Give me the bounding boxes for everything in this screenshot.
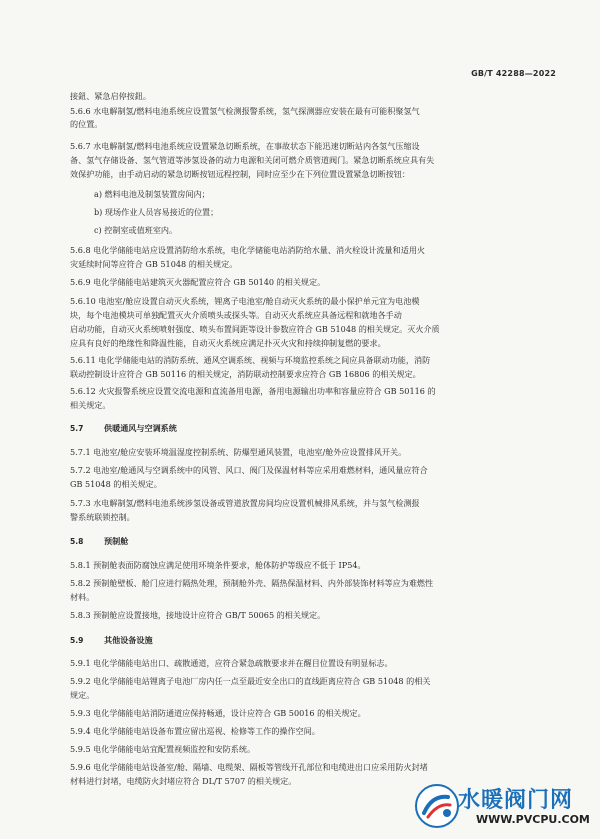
text-line: 材料。	[70, 592, 95, 602]
site-watermark	[414, 781, 594, 833]
clause-5-9-2: 5.9.2 电化学储能电站锂离子电池厂房内任一点至最近安全出口的直线距离应符合 GB 51048 的相关	[70, 676, 431, 686]
text-line: 效保护功能，由手动启动的紧急切断按钮远程控制，同时应至少在下列位置设置紧急切断按钮：	[70, 169, 410, 179]
clause-5-7-3: 5.7.3 水电解制氢/燃料电池系统涉氢设备或管道放置房间均应设置机械排风系统，并与氢气检测报	[70, 498, 420, 508]
text-line: 材料进行封堵，电缆防火封堵应符合 DL/T 5707 的相关规定。	[70, 776, 297, 786]
clause-5-9-5: 5.9.5 电化学储能电站宜配置视频监控和安防系统。	[70, 744, 256, 754]
text-line: 接鈕、紧急启停按鈕。	[70, 91, 151, 101]
list-item: b) 现场作业人员容易接近的位置；	[94, 207, 219, 217]
text-line: 灾延续时间等应符合 GB 51048 的相关规定。	[70, 259, 238, 269]
clause-5-6-9: 5.6.9 电化学储能电站建筑灭火器配置应符合 GB 50140 的相关规定。	[70, 277, 326, 287]
clause-5-6-10: 5.6.10 电池室/舱应设置自动灭火系统，锂离子电池室/舱自动灭火系统的最小保护单元宜为电池模	[70, 296, 420, 306]
section-title: 供暖通风与空调系统	[104, 423, 177, 433]
clause-5-7-2: 5.7.2 电池室/舱通风与空调系统中的风管、风口、阀门及保温材料等应采用难燃材料，通风量应符合	[70, 465, 428, 475]
text-line: 联动控制设计应符合 GB 50116 的相关规定，消防联动控制要求应符合 GB 16806 的相关规定。	[70, 369, 421, 379]
section-number: 5.8	[70, 537, 84, 546]
section-number: 5.7	[70, 424, 84, 433]
text-line: 规定。	[70, 690, 95, 700]
text-line: 应具有良好的绝缘性和降温性能，自动灭火系统应满足扑灭火灾和持续抑制复燃的要求。	[70, 338, 386, 348]
text-line: 警系统联锁控制。	[70, 512, 135, 522]
text-line: GB 51048 的相关规定。	[70, 479, 162, 489]
section-heading	[70, 422, 177, 435]
clause-5-6-11: 5.6.11 电化学储能电站的消防系统、通风空调系统、视频与环境监控系统之间应具备联动功能，消防	[70, 355, 431, 365]
clause-5-7-1: 5.7.1 电池室/舱应安装环境温湿度控制系统、防爆型通风装置，电池室/舱外应设置排风开关。	[70, 447, 407, 457]
faucet-logo-icon	[414, 783, 460, 829]
clause-5-8-1: 5.8.1 预制舱表面防腐蚀应满足使用环境条件要求，舱体防护等级应不低于 IP54。	[70, 560, 366, 570]
list-item: c) 控制室或值班室内。	[94, 225, 178, 235]
clause-5-9-6: 5.9.6 电化学储能电站设备室/舱、隔墙、电缆架、隔板等管线开孔部位和电缆进出口应采用防火封堵	[70, 762, 428, 772]
clause-5-6-6: 5.6.6 水电解制氢/燃料电池系统应设置氢气检测报警系统，氢气探测器应安装在最有可能积聚氢气	[70, 106, 420, 116]
section-number: 5.9	[70, 636, 84, 645]
text-line: 启动功能，自动灭火系统喷射强度、喷头布置间距等设计参数应符合 GB 51048 的相关规定。灭火介质	[70, 324, 440, 334]
list-item: a) 燃料电池及制氢装置房间内；	[94, 189, 210, 199]
section-heading	[70, 634, 153, 647]
clause-5-8-3: 5.8.3 预制舱应设置接地，接地设计应符合 GB/T 50065 的相关规定。	[70, 610, 326, 620]
clause-5-9-3: 5.9.3 电化学储能电站消防通道应保持畅通，设计应符合 GB 50016 的相关规定。	[70, 708, 366, 718]
clause-5-9-1: 5.9.1 电化学储能电站出口、疏散通道，应符合紧急疏散要求并在醒目位置设有明显标志。	[70, 658, 393, 668]
text-line: 备、氢气存储设备、氢气管道等涉氢设备的动力电源和关闭可燃介质管道阀门。紧急切断系统应具有失	[70, 155, 435, 165]
section-title: 预制舱	[104, 536, 129, 546]
section-title: 其他设备设施	[104, 635, 153, 645]
text-line: 的位置。	[70, 119, 103, 129]
clause-5-8-2: 5.8.2 预制舱壁板、舱门应进行隔热处理，预制舱外壳、隔热保温材料、内外部装饰材料等应为难燃性	[70, 578, 434, 588]
clause-5-6-7: 5.6.7 水电解制氢/燃料电池系统应设置紧急切断系统，在事故状态下能迅速切断站内各氢气压缩设	[70, 141, 420, 151]
standard-number: GB/T 42288—2022	[471, 69, 556, 78]
text-line: 块，每个电池模块可单独配置灭火介质喷头或探头等。自动灭火系统应具备远程和就地各手动	[70, 310, 402, 320]
text-line: 相关规定。	[70, 400, 111, 410]
clause-5-6-8: 5.6.8 电化学储能电站应设置消防给水系统，电化学储能电站消防给水量、消火栓设计流量和适用火	[70, 245, 426, 255]
clause-5-9-4: 5.9.4 电化学储能电站设备布置应留出巡视、检修等工作的操作空间。	[70, 726, 320, 736]
section-heading	[70, 535, 128, 548]
watermark-brand: 水暖阀门网	[458, 788, 574, 813]
clause-5-6-12: 5.6.12 火灾报警系统应设置交流电源和直流备用电源，备用电源输出功率和容量应符合 GB 50116 的	[70, 386, 436, 396]
watermark-url: WWW.PVCPU.COM	[476, 813, 590, 826]
